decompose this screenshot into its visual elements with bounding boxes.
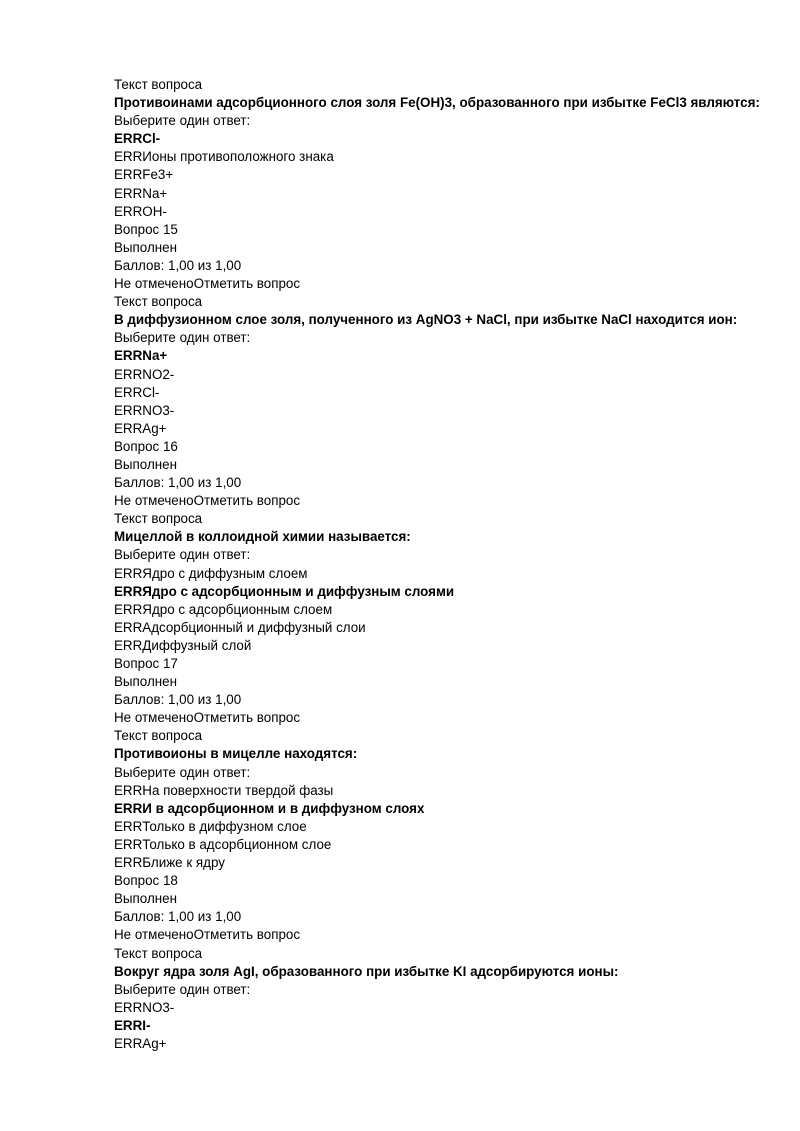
text-line: Выберите один ответ: [114, 764, 251, 780]
bold-text-line: ERRИ в адсорбционном и в диффузном слоях [114, 800, 425, 816]
bold-text-line: Противоионы в мицелле находятся: [114, 746, 358, 762]
text-line: ERRCl- [114, 384, 160, 400]
text-line: ERRЯдро с диффузным слоем [114, 565, 308, 581]
text-line: ERRТолько в диффузном слое [114, 818, 307, 834]
text-line: ERRAg+ [114, 420, 167, 436]
text-line: ERRТолько в адсорбционном слое [114, 836, 332, 852]
text-line: ERRНа поверхности твердой фазы [114, 782, 334, 798]
text-line: Выполнен [114, 674, 178, 690]
text-line: Выполнен [114, 456, 178, 472]
text-line: Вопрос 15 [114, 221, 178, 237]
bold-text-line: ERRCl- [114, 131, 161, 147]
bold-text-line: В диффузионном слое золя, полученного из AgNO3 + NaCl, при избытке NaCl находится ион: [114, 312, 738, 328]
text-line: ERRДиффузный слой [114, 637, 252, 653]
text-line: ERRNO2- [114, 366, 175, 382]
text-line: ERRNO3- [114, 999, 175, 1015]
text-line: ERRNO3- [114, 402, 175, 418]
bold-text-line: ERRЯдро с адсорбционным и диффузным слоями [114, 583, 455, 599]
text-line: Баллов: 1,00 из 1,00 [114, 909, 242, 925]
text-line: Выберите один ответ: [114, 547, 251, 563]
text-line: Вопрос 16 [114, 438, 178, 454]
text-line: ERROH- [114, 203, 167, 219]
text-line: Текст вопроса [114, 77, 203, 92]
text-line: Баллов: 1,00 из 1,00 [114, 692, 242, 708]
text-line: Не отмеченоОтметить вопрос [114, 927, 301, 943]
text-line: Текст вопроса [114, 294, 203, 310]
text-line: Не отмеченоОтметить вопрос [114, 493, 301, 509]
bold-text-line: ERRNa+ [114, 348, 168, 364]
bold-text-line: Мицеллой в коллоидной химии называется: [114, 529, 411, 545]
text-line: Выполнен [114, 891, 178, 907]
text-line: Текст вопроса [114, 945, 203, 961]
text-line: Не отмеченоОтметить вопрос [114, 710, 301, 726]
text-line: ERRFe3+ [114, 167, 174, 183]
text-line: Выберите один ответ: [114, 113, 251, 129]
text-line: Баллов: 1,00 из 1,00 [114, 475, 242, 491]
text-line: ERRNa+ [114, 185, 168, 201]
text-line: Выберите один ответ: [114, 981, 251, 997]
bold-text-line: Вокруг ядра золя AgI, образованного при избытке KI адсорбируются ионы: [114, 963, 619, 979]
text-line: Выполнен [114, 239, 178, 255]
bold-text-line: ERRI- [114, 1017, 151, 1033]
text-line: ERRБлиже к ядру [114, 855, 225, 871]
text-line: Вопрос 17 [114, 656, 178, 671]
text-line: ERRЯдро с адсорбционным слоем [114, 601, 333, 617]
text-line: ERRИоны противоположного знака [114, 149, 334, 165]
document-body [114, 76, 774, 1053]
text-line: Баллов: 1,00 из 1,00 [114, 257, 242, 273]
text-line: Текст вопроса [114, 511, 203, 527]
text-line: ERRAg+ [114, 1035, 167, 1051]
text-line: Выберите один ответ: [114, 330, 251, 346]
text-line: Текст вопроса [114, 728, 203, 744]
text-line: Не отмеченоОтметить вопрос [114, 276, 301, 292]
text-line: ERRАдсорбционный и диффузный слои [114, 619, 366, 635]
text-line: Вопрос 18 [114, 873, 178, 889]
bold-text-line: Противоинами адсорбционного слоя золя Fe(OH)3, образованного при избытке FeCl3 являются: [114, 95, 760, 111]
